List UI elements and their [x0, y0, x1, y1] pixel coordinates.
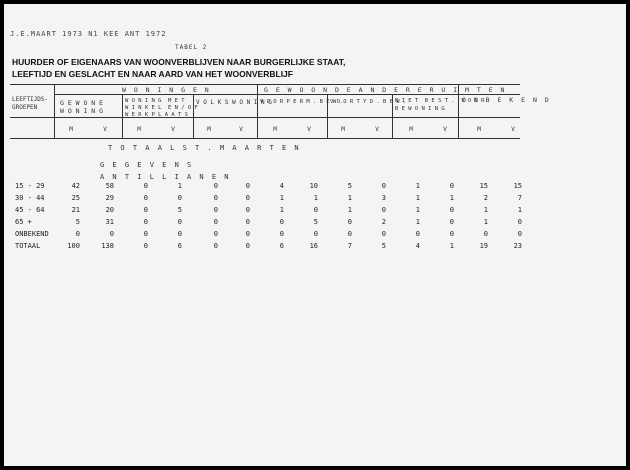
mf-label: M: [341, 126, 345, 133]
table-cell: 0: [143, 230, 148, 238]
table-cell: 58: [105, 182, 114, 190]
table-cell: 100: [67, 242, 80, 250]
table-cell: 1: [279, 206, 284, 214]
header-rule: [10, 117, 520, 118]
mf-label: M: [477, 126, 481, 133]
table-cell: 0: [75, 230, 80, 238]
col-header-tyd-bew: V O O R T Y D . B E W .: [330, 99, 407, 105]
table-cell: 20: [105, 206, 114, 214]
mf-label: V: [443, 126, 447, 133]
group-rule: [54, 94, 520, 95]
row-label: 65 +: [15, 218, 32, 226]
mf-rule: [10, 138, 520, 139]
table-cell: 5: [347, 182, 352, 190]
table-cell: 0: [279, 230, 284, 238]
table-cell: 0: [213, 194, 218, 202]
table-cell: 1: [415, 182, 420, 190]
table-cell: 25: [71, 194, 80, 202]
table-cell: 15: [513, 182, 522, 190]
table-cell: 0: [143, 218, 148, 226]
group-onbekend: O N B E K E N D: [462, 96, 551, 104]
mf-label: V: [103, 126, 107, 133]
table-cell: 0: [213, 242, 218, 250]
table-cell: 29: [105, 194, 114, 202]
table-cell: 21: [71, 206, 80, 214]
row-label: TOTAAL: [15, 242, 41, 250]
col-divider: [54, 84, 55, 138]
table-cell: 1: [415, 218, 420, 226]
table-cell: 0: [245, 230, 250, 238]
table-cell: 1: [177, 182, 182, 190]
table-cell: 0: [415, 230, 420, 238]
table-cell: 0: [381, 230, 386, 238]
subsection-label: G E G E V E N S A N T I L L I A N E N: [100, 161, 231, 181]
mf-label: V: [171, 126, 175, 133]
table-cell: 6: [279, 242, 284, 250]
table-cell: 31: [105, 218, 114, 226]
table-cell: 1: [415, 206, 420, 214]
group-woningen: W O N I N G E N: [122, 86, 211, 94]
table-cell: 5: [313, 218, 318, 226]
table-cell: 0: [279, 218, 284, 226]
col-header-volkswoning: V O L K S W O N I N G: [196, 99, 272, 106]
table-cell: 0: [483, 230, 488, 238]
table-cell: 3: [381, 194, 386, 202]
table-cell: 0: [245, 242, 250, 250]
table-cell: 0: [313, 230, 318, 238]
row-label: ONBEKEND: [15, 230, 49, 238]
table-top-rule: [10, 84, 520, 85]
table-cell: 0: [381, 182, 386, 190]
table-cell: 0: [347, 218, 352, 226]
table-cell: 0: [177, 194, 182, 202]
table-cell: 0: [213, 218, 218, 226]
row-label: 15 - 29: [15, 182, 45, 190]
table-cell: 1: [347, 194, 352, 202]
col-header-gewone-woning: G E W O N E W O N I N G: [60, 99, 104, 115]
table-cell: 1: [449, 194, 454, 202]
group-andere-ruimten: G E W O O N D E A N D E R E R U I M T E N: [264, 86, 507, 94]
table-cell: 0: [143, 206, 148, 214]
section-title: T O T A A L S T . M A A R T E N: [108, 144, 301, 152]
table-cell: 1: [483, 218, 488, 226]
table-cell: 0: [245, 182, 250, 190]
table-cell: 10: [309, 182, 318, 190]
mf-label: V: [511, 126, 515, 133]
table-cell: 4: [279, 182, 284, 190]
table-title: [12, 56, 345, 80]
mf-label: V: [239, 126, 243, 133]
table-cell: 1: [449, 242, 454, 250]
col-header-niet-best: N I E T B E S T . V O O R B E W O N I N G: [395, 98, 485, 112]
document-page: [4, 4, 626, 466]
table-cell: 2: [381, 218, 386, 226]
col-header-woning-winkel: W O N I N G M E T W I N K E L E N / O F W E R K P L A A T S: [125, 98, 198, 118]
table-cell: 0: [245, 206, 250, 214]
table-cell: 1: [415, 194, 420, 202]
table-cell: 1: [483, 206, 488, 214]
table-cell: 0: [245, 218, 250, 226]
table-cell: 0: [143, 194, 148, 202]
table-cell: 4: [415, 242, 420, 250]
table-cell: 0: [347, 230, 352, 238]
mf-label: M: [273, 126, 277, 133]
title-line-1: HUURDER OF EIGENAARS VAN WOONVERBLIJVEN NAAR BURGERLIJKE STAAT,: [12, 57, 346, 67]
table-cell: 0: [213, 206, 218, 214]
mf-label: M: [409, 126, 413, 133]
row-label: 30 - 44: [15, 194, 45, 202]
row-header-label: LEEFTIJDS- GROEPEN: [12, 96, 49, 111]
table-cell: 0: [517, 230, 522, 238]
table-cell: 0: [109, 230, 114, 238]
table-cell: 1: [347, 206, 352, 214]
mf-label: M: [137, 126, 141, 133]
table-cell: 1: [279, 194, 284, 202]
table-cell: 0: [213, 230, 218, 238]
table-cell: 7: [517, 194, 522, 202]
table-label: TABEL 2: [175, 44, 208, 51]
table-cell: 1: [517, 206, 522, 214]
table-cell: 138: [101, 242, 114, 250]
table-cell: 15: [479, 182, 488, 190]
table-cell: 0: [449, 218, 454, 226]
table-cell: 6: [177, 242, 182, 250]
mf-label: V: [307, 126, 311, 133]
table-cell: 7: [347, 242, 352, 250]
col-divider: [122, 94, 123, 138]
table-cell: 2: [483, 194, 488, 202]
table-cell: 0: [449, 182, 454, 190]
table-cell: 0: [177, 230, 182, 238]
table-cell: 0: [213, 182, 218, 190]
table-cell: 5: [177, 206, 182, 214]
table-cell: 5: [381, 242, 386, 250]
table-cell: 0: [313, 206, 318, 214]
mf-label: M: [207, 126, 211, 133]
table-cell: 5: [75, 218, 80, 226]
row-label: 45 - 64: [15, 206, 45, 214]
table-cell: 19: [479, 242, 488, 250]
mf-label: V: [375, 126, 379, 133]
title-line-2: LEEFTIJD EN GESLACHT EN NAAR AARD VAN HET WOONVERBLIJF: [12, 69, 293, 79]
mf-label: M: [69, 126, 73, 133]
table-cell: 0: [449, 230, 454, 238]
table-cell: 23: [513, 242, 522, 250]
table-cell: 0: [245, 194, 250, 202]
col-divider: [257, 84, 258, 138]
table-cell: 0: [449, 206, 454, 214]
table-cell: 16: [309, 242, 318, 250]
table-cell: 0: [143, 242, 148, 250]
table-cell: 0: [143, 182, 148, 190]
table-cell: 1: [313, 194, 318, 202]
col-header-perm-bew: V O O R P E R M . B E W .: [260, 99, 343, 105]
table-cell: 0: [177, 218, 182, 226]
table-cell: 42: [71, 182, 80, 190]
header-line: J.E.MAART 1973 N1 KEE ANT 1972: [10, 30, 167, 38]
table-cell: 0: [381, 206, 386, 214]
table-cell: 0: [517, 218, 522, 226]
